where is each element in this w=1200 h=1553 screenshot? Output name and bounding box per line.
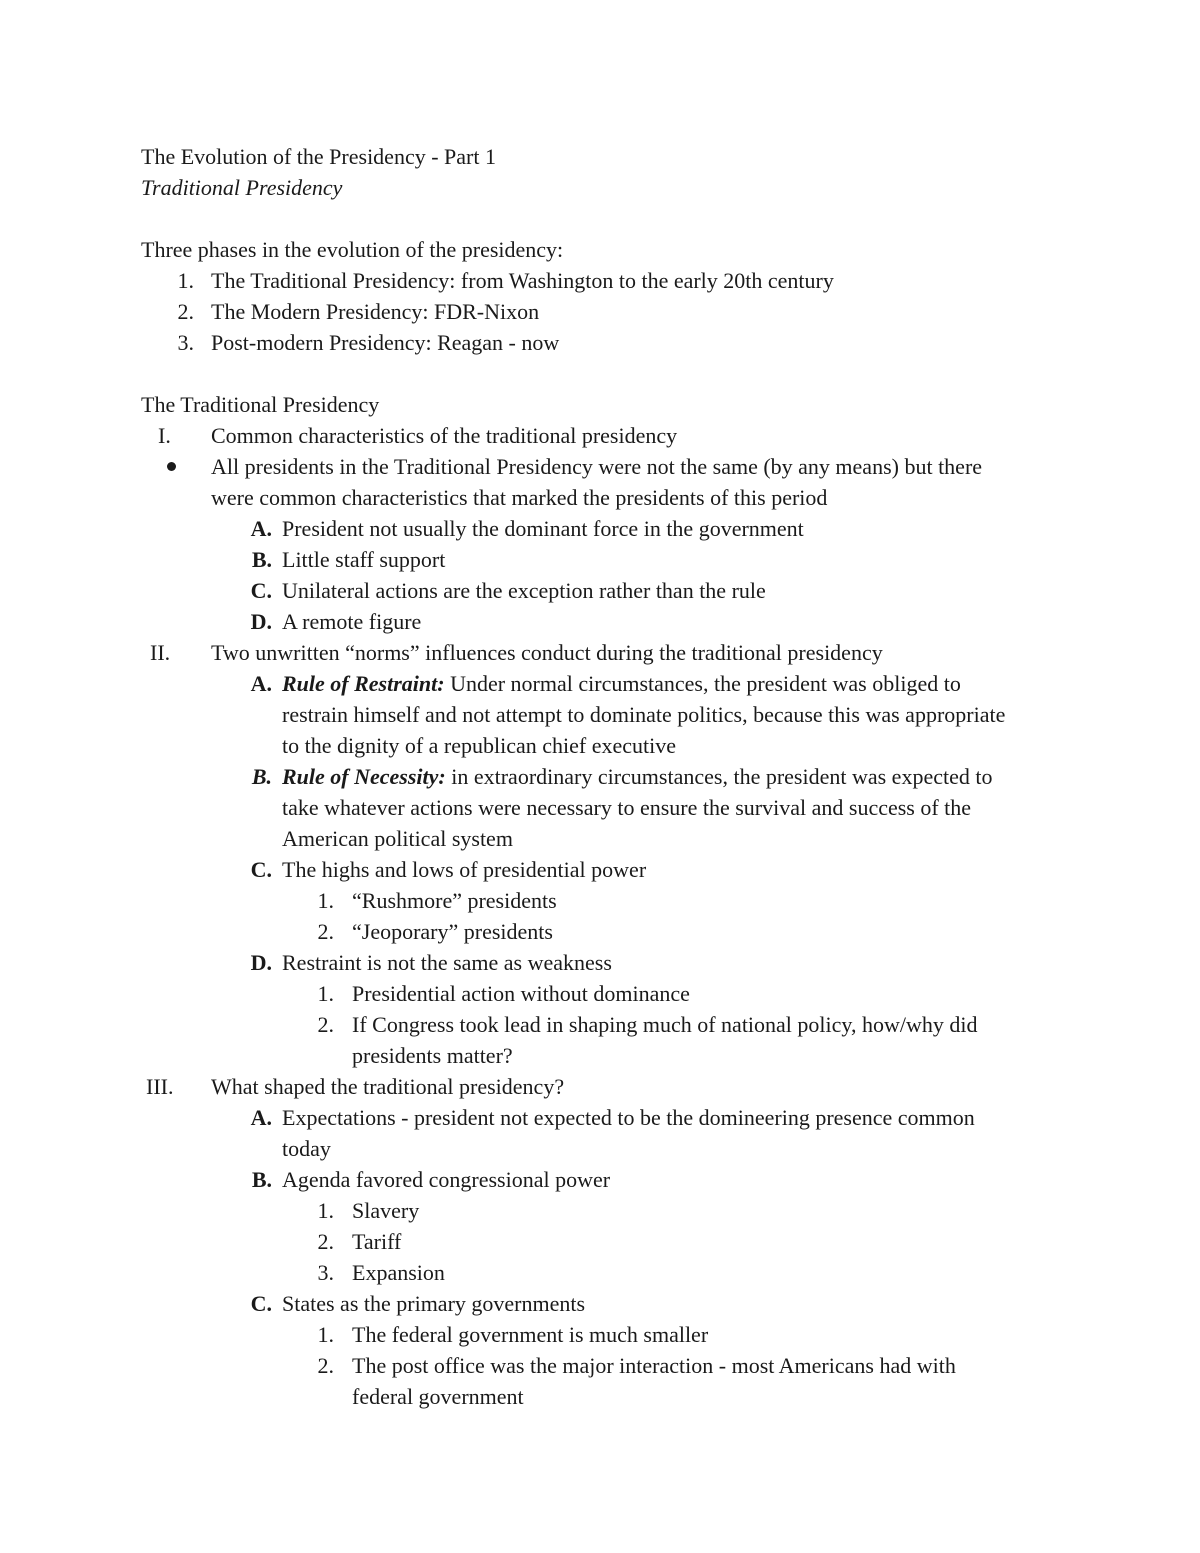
s3-c-2-line1: The post office was the major interaction - most Americans had with bbox=[352, 1353, 956, 1378]
s2-b-line1-text: in extraordinary circumstances, the president was expected to bbox=[445, 764, 993, 789]
s2-marker: II. bbox=[150, 640, 171, 665]
phases-intro: Three phases in the evolution of the presidency: bbox=[141, 237, 564, 262]
phase-2-text: The Modern Presidency: FDR-Nixon bbox=[211, 299, 540, 324]
s1-bullet-line1: All presidents in the Traditional Presidency were not the same (by any means) but there bbox=[211, 454, 983, 479]
s1-d-text: A remote figure bbox=[282, 609, 422, 634]
s3-c-1-text: The federal government is much smaller bbox=[352, 1322, 709, 1347]
s2-d-text: Restraint is not the same as weakness bbox=[282, 950, 612, 975]
s3-b-2-text: Tariff bbox=[352, 1229, 402, 1254]
s2-a-line1-text: Under normal circumstances, the president was obliged to bbox=[444, 671, 961, 696]
s2-d-2-line1: If Congress took lead in shaping much of national policy, how/why did bbox=[352, 1012, 978, 1037]
document-title: The Evolution of the Presidency - Part 1 bbox=[141, 144, 496, 169]
s3-marker: III. bbox=[146, 1074, 174, 1099]
phase-3-text: Post-modern Presidency: Reagan - now bbox=[211, 330, 560, 355]
s2-c-text: The highs and lows of presidential power bbox=[282, 857, 647, 882]
phase-3-marker: 3. bbox=[177, 330, 194, 355]
s3-b-text: Agenda favored congressional power bbox=[282, 1167, 611, 1192]
rule-of-necessity-term: Rule of Necessity: bbox=[282, 764, 446, 789]
s2-a-line1 bbox=[282, 668, 961, 699]
s2-a-line3: to the dignity of a republican chief executive bbox=[282, 733, 677, 758]
s2-b-line3: American political system bbox=[282, 826, 513, 851]
s2-c-1-marker: 1. bbox=[317, 888, 334, 913]
s3-c-2-marker: 2. bbox=[317, 1353, 334, 1378]
s2-text: Two unwritten “norms” influences conduct during the traditional presidency bbox=[211, 640, 883, 665]
s3-b-3-text: Expansion bbox=[352, 1260, 445, 1285]
s3-b-1-marker: 1. bbox=[317, 1198, 334, 1223]
phase-1-text: The Traditional Presidency: from Washington to the early 20th century bbox=[211, 268, 834, 293]
phase-1-marker: 1. bbox=[177, 268, 194, 293]
s3-c-1-marker: 1. bbox=[317, 1322, 334, 1347]
s2-d-1-text: Presidential action without dominance bbox=[352, 981, 690, 1006]
s3-a-line2: today bbox=[282, 1136, 331, 1161]
s2-d-2-marker: 2. bbox=[317, 1012, 334, 1037]
s2-c-marker: C. bbox=[250, 857, 272, 882]
s1-c-marker: C. bbox=[250, 578, 272, 603]
s3-a-line1: Expectations - president not expected to be the domineering presence common bbox=[282, 1105, 975, 1130]
s1-d-marker: D. bbox=[250, 609, 272, 634]
s2-d-marker: D. bbox=[250, 950, 272, 975]
s2-b-line1 bbox=[282, 761, 992, 792]
s2-a-line2: restrain himself and not attempt to dominate politics, because this was appropriate bbox=[282, 702, 1006, 727]
s1-c-text: Unilateral actions are the exception rather than the rule bbox=[282, 578, 766, 603]
s1-a-marker: A. bbox=[250, 516, 272, 541]
rule-of-restraint-term: Rule of Restraint: bbox=[282, 671, 445, 696]
s3-c-2-line2: federal government bbox=[352, 1384, 524, 1409]
s3-b-2-marker: 2. bbox=[317, 1229, 334, 1254]
s2-c-2-text: “Jeoporary” presidents bbox=[352, 919, 553, 944]
s3-b-1-text: Slavery bbox=[352, 1198, 420, 1223]
s2-c-1-text: “Rushmore” presidents bbox=[352, 888, 557, 913]
s3-c-text: States as the primary governments bbox=[282, 1291, 586, 1316]
s2-a-marker: A. bbox=[250, 671, 272, 696]
s2-d-1-marker: 1. bbox=[317, 981, 334, 1006]
s1-bullet-line2: were common characteristics that marked the presidents of this period bbox=[211, 485, 828, 510]
bullet-icon bbox=[167, 462, 176, 471]
s1-marker: I. bbox=[158, 423, 171, 448]
s2-d-2-line2: presidents matter? bbox=[352, 1043, 513, 1068]
s1-a-text: President not usually the dominant force in the government bbox=[282, 516, 804, 541]
s3-b-3-marker: 3. bbox=[317, 1260, 334, 1285]
s1-b-marker: B. bbox=[251, 547, 272, 572]
s1-b-text: Little staff support bbox=[282, 547, 446, 572]
s3-c-marker: C. bbox=[250, 1291, 272, 1316]
s2-b-marker: B. bbox=[251, 764, 272, 789]
s3-b-marker: B. bbox=[251, 1167, 272, 1192]
s1-text: Common characteristics of the traditional presidency bbox=[211, 423, 678, 448]
s2-b-line2: take whatever actions were necessary to ensure the survival and success of the bbox=[282, 795, 972, 820]
section-heading: The Traditional Presidency bbox=[141, 392, 380, 417]
s2-c-2-marker: 2. bbox=[317, 919, 334, 944]
s3-text: What shaped the traditional presidency? bbox=[211, 1074, 565, 1099]
s3-a-marker: A. bbox=[250, 1105, 272, 1130]
phase-2-marker: 2. bbox=[177, 299, 194, 324]
document-subtitle: Traditional Presidency bbox=[141, 175, 343, 200]
